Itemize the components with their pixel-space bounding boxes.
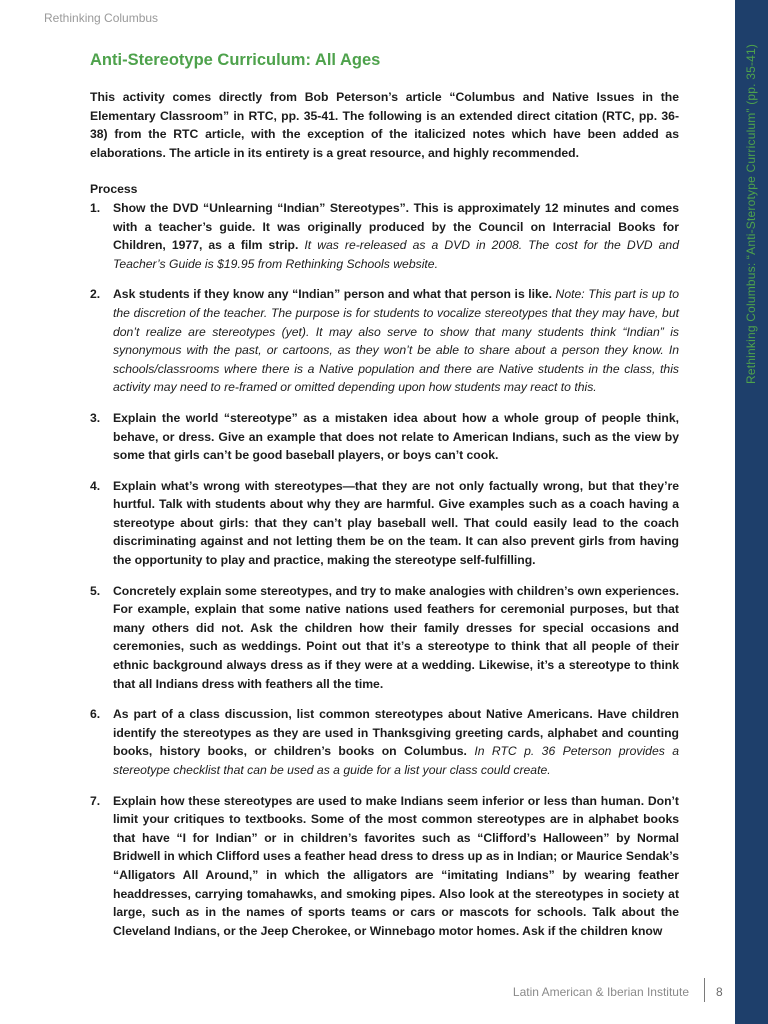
- step-text: Explain the world “stereotype” as a mistaken idea about how a whole group of people think, behave, or dress. Give an example that does not relate to American Indians, such as the view by some that girls can’t be good baseball players, or boys can’t cook.: [113, 410, 679, 463]
- side-banner: [735, 0, 768, 1024]
- article-body: [90, 50, 679, 952]
- process-step: [90, 199, 679, 273]
- step-text: As part of a class discussion, list common stereotypes about Native Americans. Have children identify the stereotypes as they are used in Thanksgiving greeting cards, alphabet and counting books, history books, or children’s books on Columbus.: [113, 707, 679, 759]
- step-note: It was re-released as a DVD in 2008. The cost for the DVD and Teacher’s Guide is $19.95 from Rethinking Schools website.: [113, 238, 679, 271]
- process-step: [90, 582, 679, 694]
- step-number: 6.: [90, 707, 101, 722]
- step-number: 7.: [90, 793, 101, 808]
- running-header: Rethinking Columbus: [44, 11, 159, 25]
- footer-divider: [704, 978, 705, 1002]
- process-step: [90, 285, 679, 397]
- footer-institute: Latin American & Iberian Institute: [512, 985, 689, 999]
- process-step: [90, 477, 679, 570]
- process-list: [90, 199, 679, 940]
- process-step: [90, 409, 679, 465]
- process-heading: Process: [90, 182, 138, 197]
- side-banner-text: Rethinking Columbus: “Anti-Sterotype Curriculum” (pp. 35-41): [744, 43, 758, 384]
- page-number: 8: [716, 985, 723, 999]
- step-number: 4.: [90, 478, 101, 493]
- process-step: [90, 705, 679, 779]
- step-note: In RTC p. 36 Peterson provides a stereotype checklist that can be used as a guide for a list your class could create.: [113, 744, 680, 777]
- article-title: Anti-Stereotype Curriculum: All Ages: [90, 51, 381, 69]
- intro-paragraph: This activity comes directly from Bob Peterson’s article “Columbus and Native Issues in the Elementary Classroom” in RTC, pp. 35-41. The following is an extended direct citation (RTC, pp. 36-38) from the RTC article, with the exception of the italicized notes which have been added as elaborations. The article in its entirety is a great resource, and highly recommended.: [90, 90, 679, 160]
- step-text: Explain what’s wrong with stereotypes—that they are not only factually wrong, but that they’re hurtful. Talk with students about why they are harmful. Give examples such as a coach having a stereotype about girls: that they can’t play baseball well. That could easily lead to the coach discriminating against and not letting them be on the team. It can also prevent girls from having the opportunity to play and practice, making the stereotype self-fulfilling.: [113, 478, 679, 568]
- step-number: 3.: [90, 410, 101, 425]
- step-note: Note: This part is up to the discretion of the teacher. The purpose is for students to vocalize stereotypes that they may have, but don’t realize are stereotypes (yet). It may also serve to show that many students think “Indian” is synonymous with the past, or cartoons, as they won’t be able to share about a person they know. In schools/classrooms where there is a Native population and there are Native students in the class, this activity may need to re-framed or omitted depending upon how students may react to this.: [113, 287, 679, 395]
- step-text: Explain how these stereotypes are used to make Indians seem inferior or less than human. Don’t limit your critiques to textbooks. Some of the most common stereotypes are in alphabet books that have “I for Indian” or in children’s favorites such as “Clifford’s Halloween” by Normal Bridwell in which Clifford uses a feather head dress to dress up as in Indian; or Maurice Sendak’s “Alligators All Around,” in which the alligators are “imitating Indians” by wearing feather headdresses, carrying tomahawks, and smoking pipes. Also look at the stereotypes in society at large, such as in the names of sports teams or cars or mascots for schools. Talk about the Cleveland Indians, or the Jeep Cherokee, or Winnebago motor homes. Ask if the children know: [113, 793, 679, 938]
- step-number: 2.: [90, 287, 101, 302]
- step-text: Ask students if they know any “Indian” person and what that person is like.: [113, 287, 556, 302]
- step-text: Show the DVD “Unlearning “Indian” Stereotypes”. This is approximately 12 minutes and comes with a teacher’s guide. It was originally produced by the Council on Interracial Books for Children, 1977, as a film strip.: [113, 200, 679, 253]
- step-number: 5.: [90, 583, 101, 598]
- step-number: 1.: [90, 200, 101, 215]
- process-step: [90, 792, 679, 941]
- step-text: Concretely explain some stereotypes, and try to make analogies with children’s own experiences. For example, explain that some native nations used feathers for ceremonial purposes, but that many others did not. Ask the children how their family dresses for special occasions and ceremonies, such as weddings. Point out that it’s a stereotype to think that all people of their ethnic background always dress as if they were at a wedding. Likewise, it’s a stereotype to think that all Indians dress with feathers all the time.: [113, 583, 679, 691]
